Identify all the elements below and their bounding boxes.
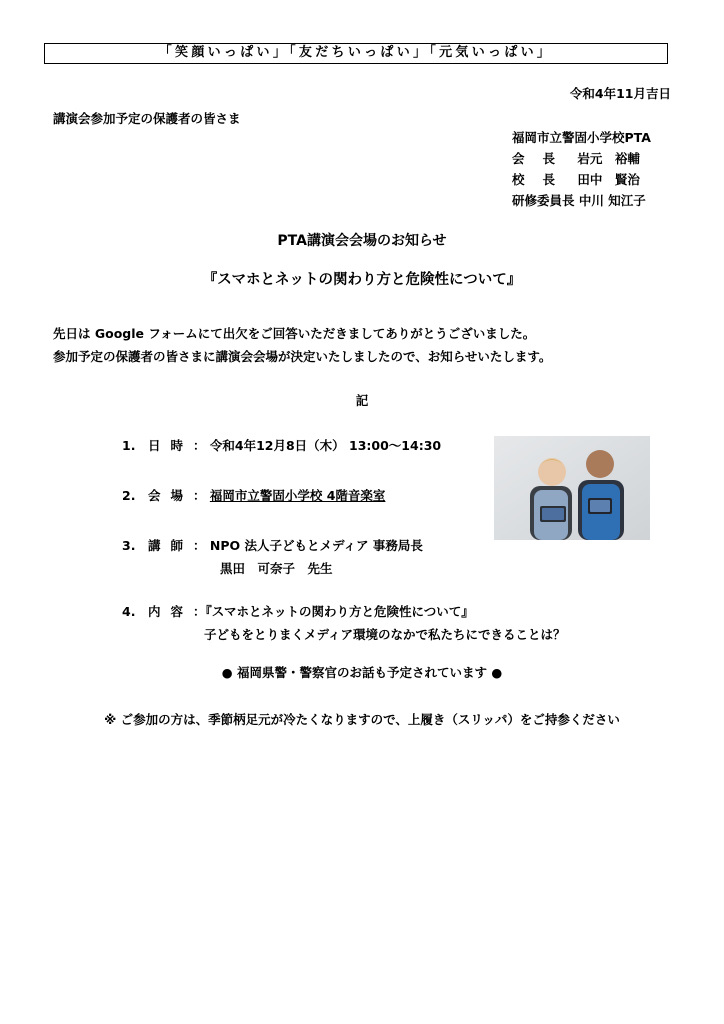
item-number: 3. (122, 538, 136, 553)
intro-line: 先日は Google フォームにて出欠をご回答いただきましてありがとうございました。 (53, 326, 536, 341)
slipper-note: ※ ご参加の方は、季節柄足元が冷たくなりますので、上履き（スリッパ）をご持参ください (104, 712, 620, 727)
issue-date: 令和4年11月吉日 (569, 86, 671, 101)
children-with-tablets-photo (494, 436, 650, 540)
intro-line: 参加予定の保護者の皆さまに講演会会場が決定いたしましたので、お知らせいたします。 (53, 349, 552, 364)
item-label: 会場 (148, 488, 194, 503)
sender-line-principal (512, 169, 651, 190)
sender-block (512, 127, 651, 211)
page-title: PTA講演会会場のお知らせ (277, 233, 447, 249)
item-number: 1. (122, 438, 136, 453)
item-venue: 2. 会場： 福岡市立警固小学校 4階音楽室 (122, 488, 386, 503)
item-value-line2: 子どもをとりまくメディア環境のなかで私たちにできることは？ (204, 627, 566, 642)
sender-name: 岩元 裕輔 (577, 151, 640, 166)
ki-heading: 記 (355, 393, 369, 408)
item-content: 4. 内容：『スマホとネットの関わり方と危険性について』 子どもをとりまくメディア環境のなかで私たちにできることは？ (122, 600, 566, 646)
sender-role: 会長 (512, 151, 574, 166)
item-value: 福岡市立警固小学校 4階音楽室 (209, 488, 386, 503)
sender-role: 校長 (512, 172, 574, 187)
item-lecturer: 3. 講師： NPO 法人子どもとメディア 事務局長 黒田 可奈子 先生 (122, 534, 423, 580)
sender-name: 田中 賢治 (577, 172, 640, 187)
sender-role: 研修委員長 (512, 193, 575, 208)
police-note: ● 福岡県警・警察官のお話も予定されています ● (221, 665, 503, 680)
item-label: 内容 (148, 604, 194, 619)
sender-line-committee (512, 190, 651, 211)
sender-line-president (512, 148, 651, 169)
item-value-line2: 黒田 可奈子 先生 (220, 561, 333, 576)
item-label: 日時 (148, 438, 194, 453)
sender-org: 福岡市立警固小学校PTA (512, 130, 651, 145)
item-number: 2. (122, 488, 136, 503)
slogan-box: 「笑顔いっぱい」「友だちいっぱい」「元気いっぱい」 (44, 43, 668, 64)
lecture-subtitle: 『スマホとネットの関わり方と危険性について』 (202, 272, 522, 288)
item-value: NPO 法人子どもとメディア 事務局長 (209, 538, 423, 553)
recipients: 講演会参加予定の保護者の皆さま (53, 111, 241, 126)
item-label: 講師 (148, 538, 194, 553)
intro-paragraph (53, 322, 551, 368)
item-value: 『スマホとネットの関わり方と危険性について』 (205, 604, 474, 619)
item-number: 4. (122, 604, 136, 619)
sender-name: 中川 知江子 (578, 193, 646, 208)
item-value: 令和4年12月8日（木） 13:00～14:30 (209, 438, 442, 453)
item-datetime: 1. 日時： 令和4年12月8日（木） 13:00～14:30 (122, 438, 442, 453)
